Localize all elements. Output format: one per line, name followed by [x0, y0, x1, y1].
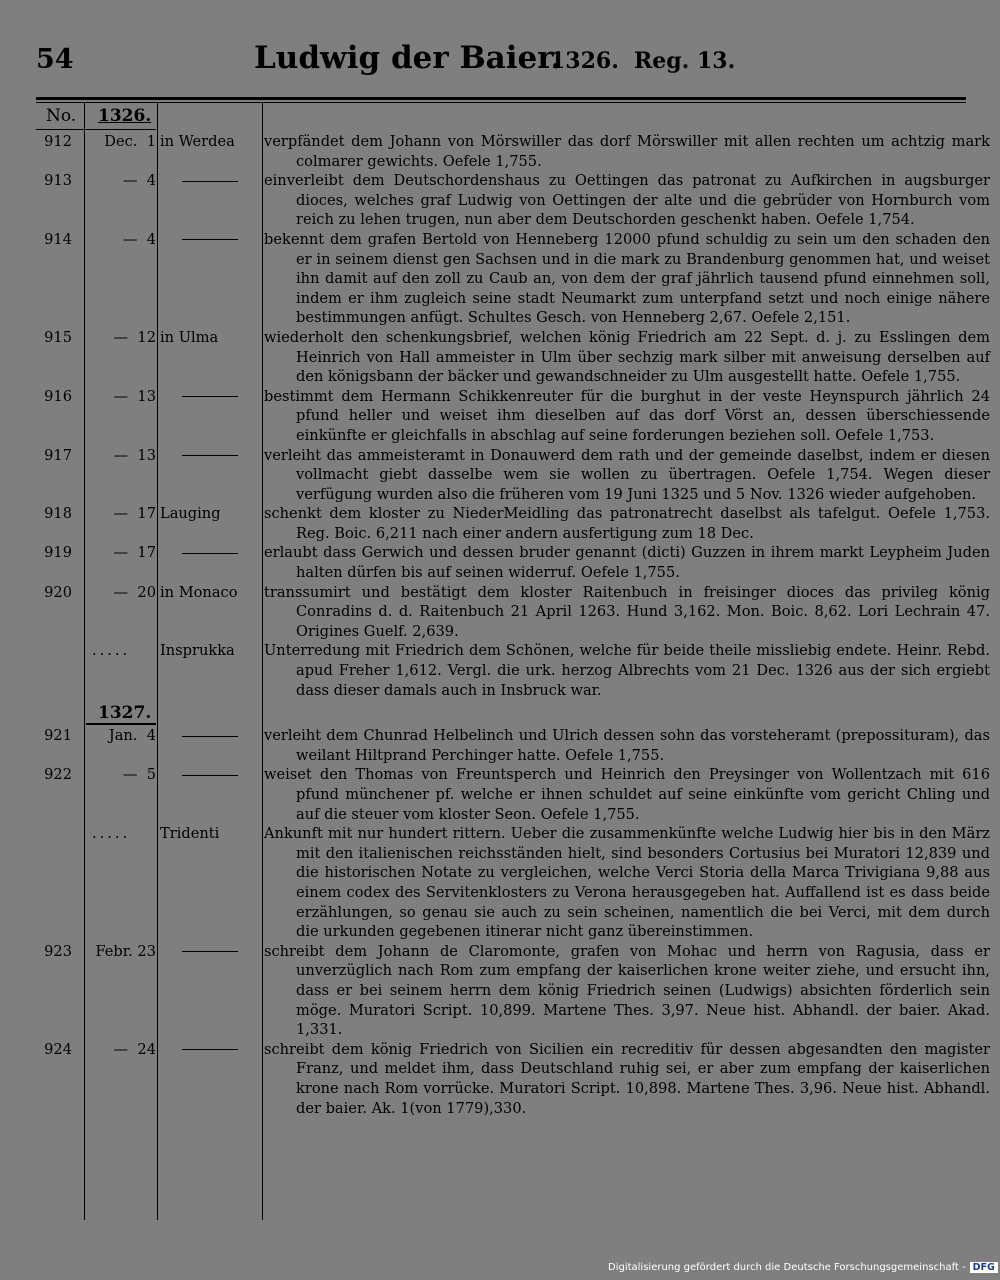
entry-place-ditto — [160, 230, 260, 250]
entry-date: — 5 — [122, 766, 156, 784]
entry-date: — 13 — [113, 387, 156, 405]
entry-number: 914 — [44, 230, 72, 248]
running-title: Ludwig der Baier. — [254, 40, 562, 76]
entry-number: 921 — [44, 727, 72, 745]
regest-entry — [36, 328, 990, 387]
column-head-year: 1326. — [98, 106, 152, 126]
regest-entry — [36, 132, 990, 171]
regest-entry — [36, 765, 990, 824]
entry-number: 918 — [44, 505, 72, 523]
entry-place-ditto — [160, 942, 260, 962]
entry-text: Ankunft mit nur hundert rittern. Ueber die zusammenkünfte welche Ludwig hier bis in den März mit den italienischen reichsständen hielt, sind besonders Cortusius bei Muratori 12,839 und die historischen Notate zu vergleichen, welche Verci Storia della Marca Trivigiana 9,88 aus einem codex des Servitenklosters zu Verona herausgegeben hat. Auffallend ist es dass beide erzählungen, so genau sie auch zu sein scheinen, namentlich die bei Verci, mit dem durch die urkunden gegebenen itinerar nicht ganz übereinstimmen. — [264, 825, 990, 941]
entry-number: 919 — [44, 544, 72, 562]
entry-number: 920 — [44, 583, 72, 601]
entry-text: weiset den Thomas von Freuntsperch und Heinrich den Preysinger von Wollentzach mit 616 pfund münchener pf. welche er ihnen schuldet auf seine einkünfte vom gericht Chling und auf die steuer vom kloster Seon. Oefele 1,755. — [264, 766, 990, 823]
entry-text: verleiht das ammeisteramt in Donauwerd dem rath und der gemeinde daselbst, indem er diesen vollmacht giebt dasselbe wem sie wollen zu übertragen. Oefele 1,754. Wegen dieser verfügung wurden also die früheren vom 19 Juni 1325 und 5 Nov. 1326 wieder aufgehoben. — [264, 446, 990, 503]
ditto-dash — [182, 736, 238, 737]
entry-place-ditto — [160, 543, 260, 563]
entry-date: — 13 — [113, 446, 156, 464]
page-header — [36, 40, 966, 90]
entry-date: — 24 — [113, 1040, 156, 1058]
regest-entry — [36, 726, 990, 765]
entry-place-ditto — [160, 171, 260, 191]
regest-entry — [36, 1040, 990, 1118]
entry-place: in Ulma — [160, 328, 219, 346]
column-head-rule — [36, 129, 156, 130]
regest-entry — [36, 641, 990, 700]
regest-entry — [36, 942, 990, 1040]
header-rule-thick — [36, 97, 966, 100]
year-divider — [36, 700, 966, 726]
regest-entry — [36, 824, 990, 942]
entry-number: 923 — [44, 942, 72, 960]
entry-date: — 4 — [122, 230, 156, 248]
regest-entry — [36, 171, 990, 230]
entry-text: erlaubt dass Gerwich und dessen bruder genannt (dicti) Guzzen in ihrem markt Leypheim Juden halten dürfen bis auf seinen widerruf. Oefele 1,755. — [264, 544, 990, 582]
entry-place: in Werdea — [160, 133, 235, 150]
entry-date: — 20 — [113, 583, 156, 601]
ditto-dash — [182, 396, 238, 397]
entry-place-ditto — [160, 1040, 260, 1060]
entry-place: Lauging — [160, 505, 221, 523]
entry-date: Jan. 4 — [108, 727, 156, 745]
entry-text: schreibt dem könig Friedrich von Sicilien ein recreditiv für dessen abgesandten den magister Franz, und meldet ihm, dass Deutschland ruhig sei, er aber zum empfang der kaiserlichen krone nach Rom vorrücke. Muratori Script. 10,898. Martene Thes. 3,96. Neue hist. Abhandl. der baier. Ak. 1(von 1779),330. — [264, 1040, 990, 1117]
ditto-dash — [182, 239, 238, 240]
ditto-dash — [182, 775, 238, 776]
entry-place-ditto — [160, 765, 260, 785]
entry-date: — 12 — [113, 328, 156, 346]
footer-credit — [608, 1262, 998, 1273]
entry-text: transsumirt und bestätigt dem kloster Raitenbuch in freisinger dioces das privileg könig Conradins d. d. Raitenbuch 21 April 1263. Hund 3,162. Mon. Boic. 8,62. Lori Lechrain 47. Origines Guelf. 2,639. — [264, 583, 990, 640]
column-head-no: No. — [46, 106, 77, 126]
entry-number: 915 — [44, 328, 72, 346]
entry-date: — 4 — [122, 172, 156, 190]
running-year: 1326. — [550, 48, 619, 74]
entry-number: 917 — [44, 446, 72, 464]
footer-text: Digitalisierung gefördert durch die Deutsche Forschungsgemeinschaft - — [608, 1262, 966, 1273]
regest-entry — [36, 387, 990, 446]
entry-number: 922 — [44, 766, 72, 784]
dfg-logo: DFG — [970, 1262, 998, 1273]
entry-place-ditto — [160, 387, 260, 407]
entry-text: einverleibt dem Deutschordenshaus zu Oettingen das patronat zu Aufkirchen in augsburger dioces, welches graf Ludwig von Oettingen der alte und die gebrüder von Hornburch vom reich zu lehen trugen, nun aber dem Deutschorden geschenkt haben. Oefele 1,754. — [264, 172, 990, 229]
ditto-dash — [182, 1049, 238, 1050]
entry-text: schreibt dem Johann de Claromonte, grafen von Mohac und herrn von Ragusia, dass er unverzüglich nach Rom zum empfang der kaiserlichen krone weiter ziehe, und ersucht ihn, dass er bei seinem herrn dem könig Friedrich seinen (Ludwigs) absichten förderlich sein möge. Muratori Script. 10,899. Martene Thes. 3,97. Neue hist. Abhandl. der baier. Akad. 1,331. — [264, 942, 990, 1039]
entry-date: — 17 — [113, 505, 156, 523]
entry-place: Insprukka — [160, 642, 235, 660]
entry-number: 924 — [44, 1040, 72, 1058]
entry-date-dots: ..... — [92, 642, 131, 660]
entry-place-ditto — [160, 726, 260, 746]
entry-text: schenkt dem kloster zu NiederMeidling das patronatrecht daselbst als tafelgut. Oefele 1,753. Reg. Boic. 6,211 nach einer andern ausfertigung zum 18 Dec. — [264, 505, 990, 542]
entry-text: bestimmt dem Hermann Schikkenreuter für die burghut in der veste Heynspurch jährlich 24 pfund heller und weiset ihm dieselben auf das dorf Vörst an, dessen überschiessende einkünfte er gleichfalls in abschlag auf seine forderungen beziehen soll. Oefele 1,753. — [264, 387, 990, 444]
entry-text: verleiht dem Chunrad Helbelinch und Ulrich dessen sohn das vorsteheramt (prepossituram), das weilant Hiltprand Perchinger hatte. Oefele 1,755. — [264, 727, 990, 764]
entry-text: verpfändet dem Johann von Mörswiller das dorf Mörswiller mit allen rechten um achtzig mark colmarer gewichts. Oefele 1,755. — [264, 133, 990, 170]
regest-entry — [36, 504, 990, 543]
ditto-dash — [182, 181, 238, 182]
regest-entry — [36, 543, 990, 582]
entry-text: Unterredung mit Friedrich dem Schönen, welche für beide theile missliebig endete. Heinr. Rebd. apud Freher 1,612. Vergl. die urk. herzog Albrechts vom 21 Dec. 1326 aus der sich ergiebt dass dieser damals auch in Insbruck war. — [264, 642, 990, 699]
entry-number: 916 — [44, 387, 72, 405]
entry-place-ditto — [160, 446, 260, 466]
ditto-dash — [182, 951, 238, 952]
entry-date: Dec. 1 — [104, 133, 156, 150]
ditto-dash — [182, 553, 238, 554]
running-reg: Reg. 13. — [634, 48, 736, 74]
ditto-dash — [182, 455, 238, 456]
entry-date-dots: ..... — [92, 825, 131, 843]
entry-place: Tridenti — [160, 825, 220, 843]
entry-text: wiederholt den schenkungsbrief, welchen könig Friedrich am 22 Sept. d. j. zu Esslingen dem Heinrich von Hall ammeister in Ulm über sechzig mark silber mit anweisung derselben auf den königsbann der bäcker und gewandschneider zu Ulm ausgestellt hatte. Oefele 1,755. — [264, 328, 990, 386]
entry-number: 913 — [44, 172, 72, 190]
regest-entry — [36, 446, 990, 505]
entry-date: — 17 — [113, 544, 156, 562]
regesta-list — [36, 132, 990, 1118]
entry-date: Febr. 23 — [95, 942, 156, 960]
regest-entry — [36, 230, 990, 328]
entry-number: 912 — [44, 133, 72, 150]
entry-place: in Monaco — [160, 583, 238, 601]
regest-entry — [36, 583, 990, 642]
header-rule-thin — [36, 102, 966, 103]
year-divider-label: 1327. — [98, 703, 152, 724]
year-divider-underline — [86, 723, 156, 725]
entry-text: bekennt dem grafen Bertold von Henneberg 12000 pfund schuldig zu sein um den schaden den er in seinem dienst gen Sachsen und in die mark zu Brandenburg genommen hat, und weiset ihn damit auf den zoll zu Caub an, von dem der graf jährlich tausend pfund einnehmen soll, indem er ihm zugleich seine stadt Neumarkt zum unterpfand setzt und noch einige nähere bestimmungen anfügt. Schultes Gesch. von Henneberg 2,67. Oefele 2,151. — [264, 230, 990, 327]
page-number: 54 — [36, 44, 74, 75]
